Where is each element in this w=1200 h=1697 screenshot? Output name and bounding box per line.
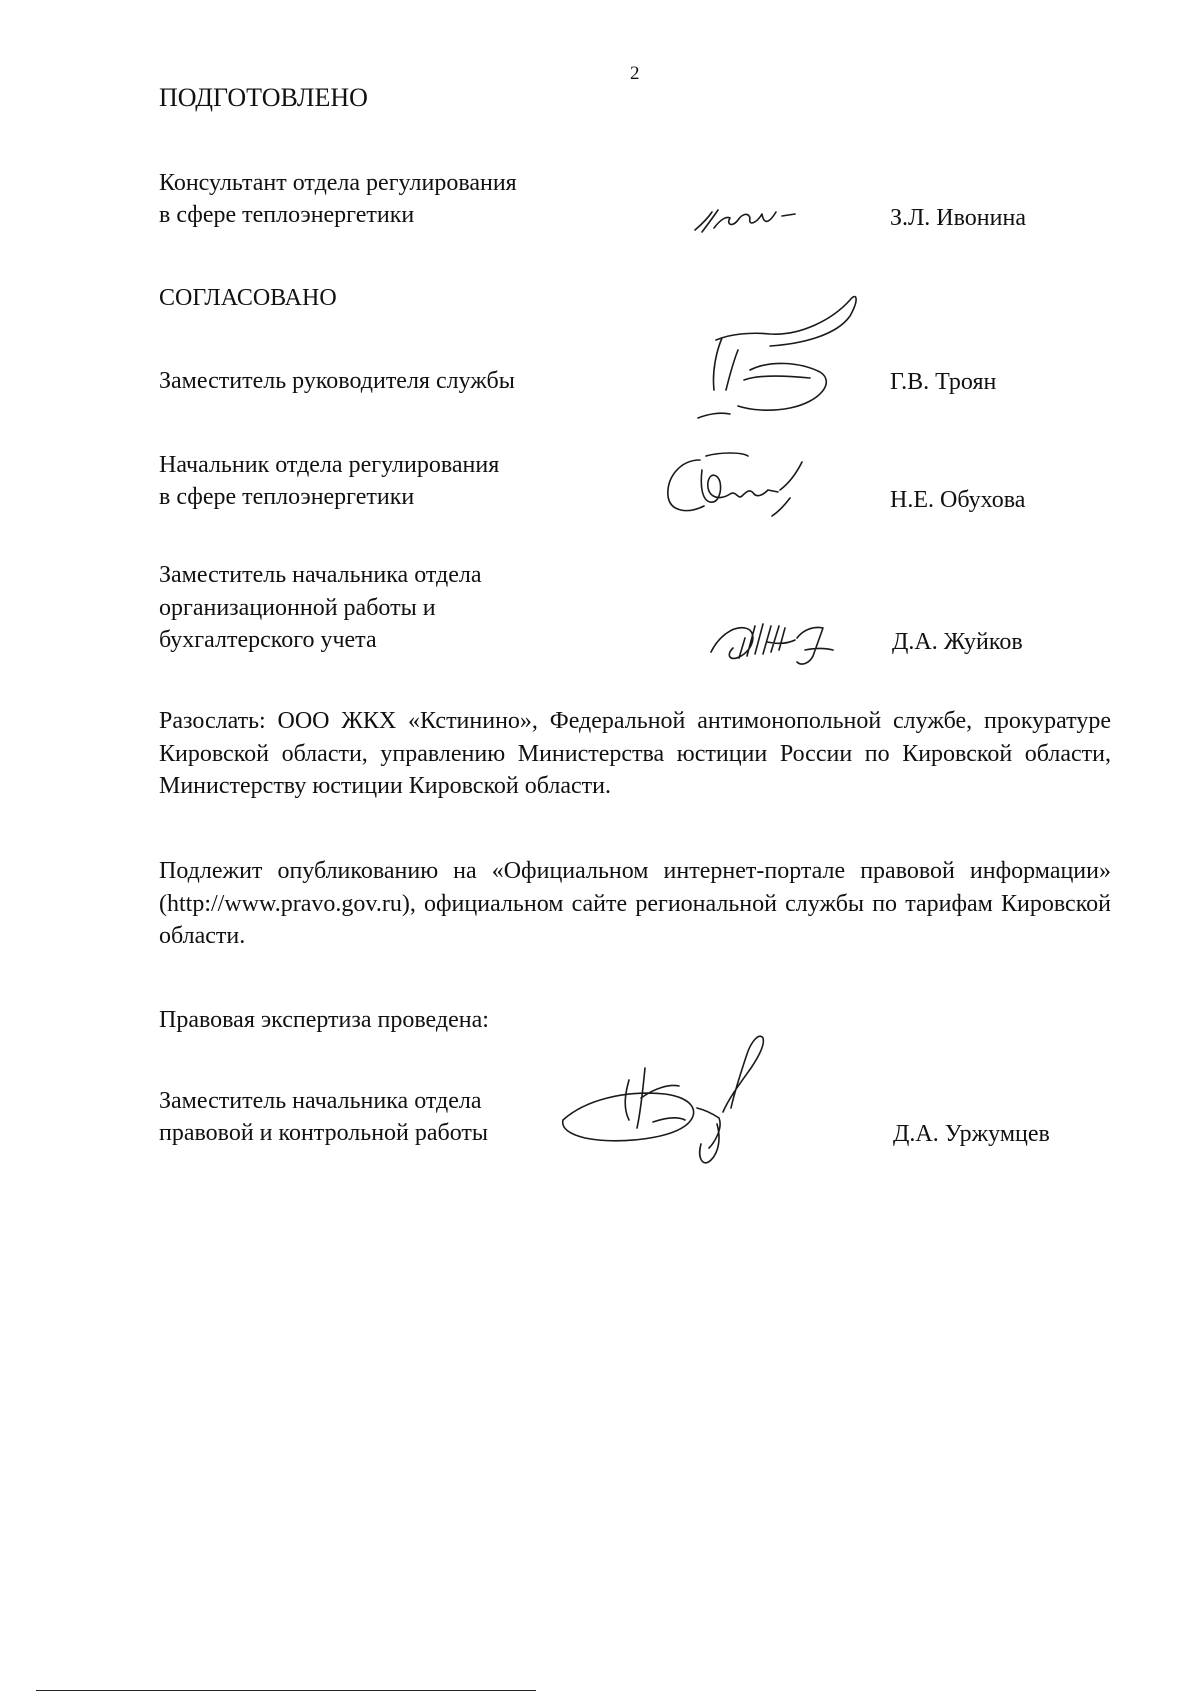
agreed-heading: СОГЛАСОВАНО <box>159 285 337 311</box>
signer-2-position-line1: Начальник отдела регулирования <box>159 452 500 478</box>
signer-3-position-line2: организационной работы и <box>159 595 436 621</box>
distribution-paragraph: Разослать: ООО ЖКХ «Кстинино», Федеральной антимонопольной службе, прокуратуре Кировской области, управлению Министерства юстиции России по Кировской области, Министерству юстиции Кировской области. <box>159 708 1111 799</box>
signature-obukhova <box>660 440 840 530</box>
page-number: 2 <box>630 63 640 84</box>
prepared-name: З.Л. Ивонина <box>890 205 1026 231</box>
prepared-position-line1: Консультант отдела регулирования <box>159 170 517 196</box>
signature-ivonina <box>690 198 840 248</box>
signer-3-position-line3: бухгалтерского учета <box>159 627 377 653</box>
signer-2-position-line2: в сфере теплоэнергетики <box>159 484 415 510</box>
prepared-heading: ПОДГОТОВЛЕНО <box>159 83 368 112</box>
signer-3-name: Д.А. Жуйков <box>892 629 1023 655</box>
footer-rule <box>36 1690 536 1691</box>
publication-paragraph: Подлежит опубликованию на «Официальном интернет-портале правовой информации» (http://www.pravo.gov.ru), официальном сайте региональной службы по тарифам Кировской области. <box>159 858 1111 949</box>
legal-review-heading: Правовая экспертиза проведена: <box>159 1007 489 1033</box>
legal-review-name: Д.А. Уржумцев <box>893 1121 1050 1147</box>
signer-3-position-line1: Заместитель начальника отдела <box>159 562 482 588</box>
signer-1-position: Заместитель руководителя службы <box>159 368 515 394</box>
signer-1-name: Г.В. Троян <box>890 369 997 395</box>
legal-review-position-line2: правовой и контрольной работы <box>159 1120 489 1146</box>
signature-urzhumtsev <box>545 1028 825 1178</box>
signature-troyan <box>690 290 880 440</box>
signature-zhuikov <box>705 608 885 678</box>
prepared-position-line2: в сфере теплоэнергетики <box>159 202 415 228</box>
legal-review-position-line1: Заместитель начальника отдела <box>159 1088 482 1114</box>
signer-2-name: Н.Е. Обухова <box>890 487 1026 513</box>
